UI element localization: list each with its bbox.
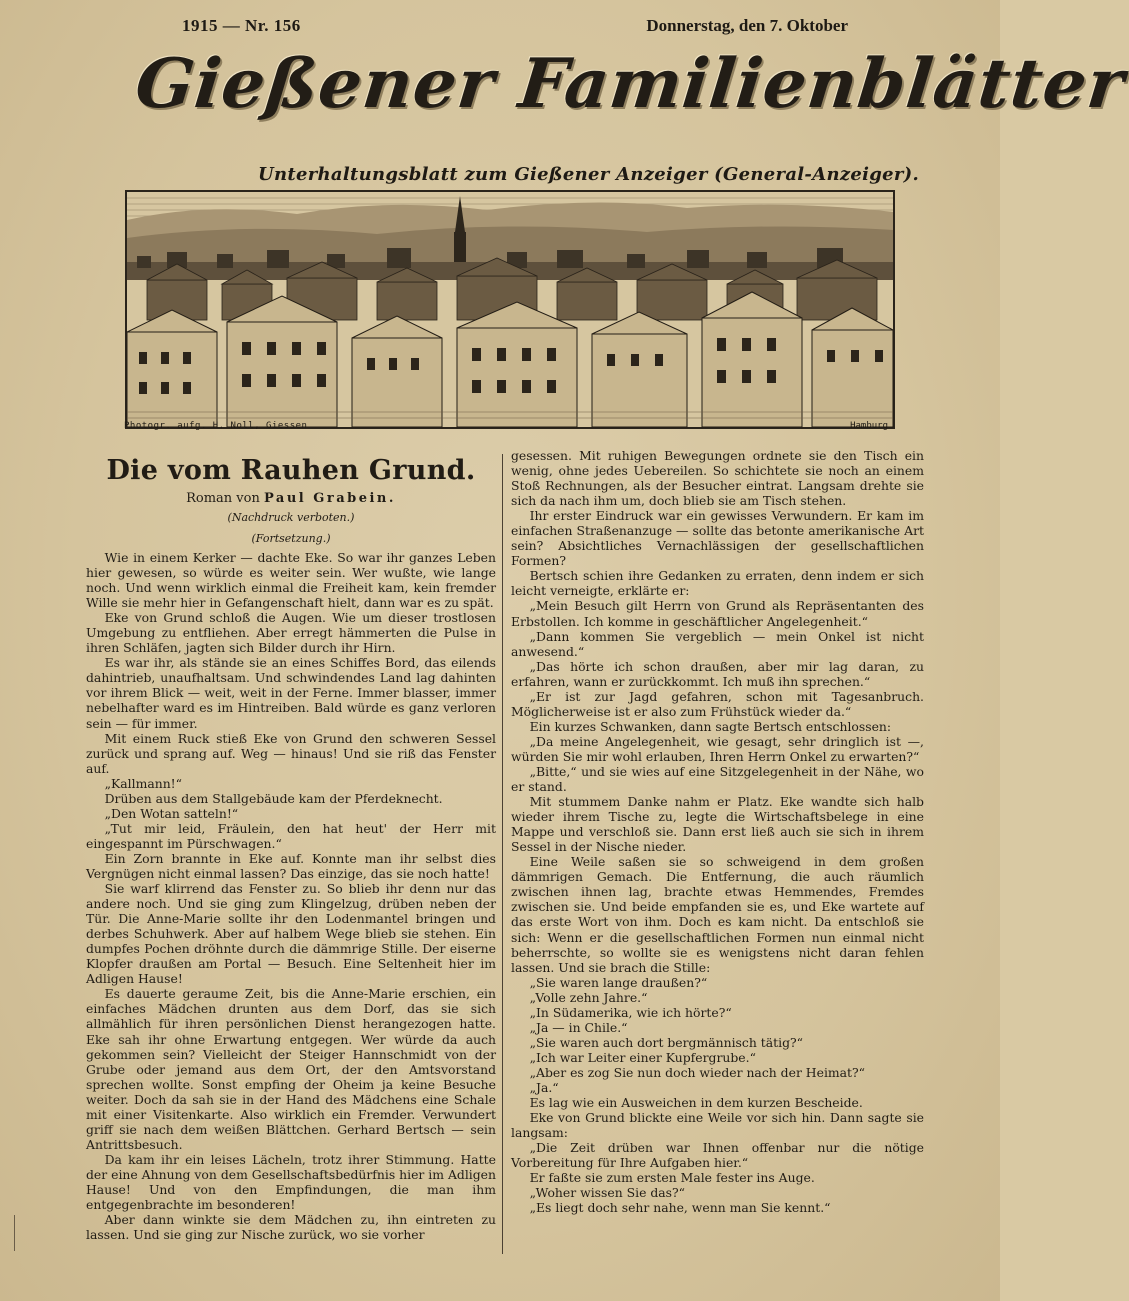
engraver-credit: Hamburg xyxy=(850,421,888,431)
city-illustration xyxy=(125,190,895,429)
paragraph: Bertsch schien ihre Gedanken zu erraten, denn indem er sich leicht verneigte, erklärte er: xyxy=(511,568,924,599)
paragraph: Eke von Grund schloß die Augen. Wie um dieser trostlosen Umgebung zu entfliehen. Aber erregt hämmerten die Pulse in ihren Schläfen, jagten sich Bilder durch ihr Hirn. xyxy=(86,610,496,656)
paragraph: „Die Zeit drüben war Ihnen offenbar nur die nötige Vorbereitung für Ihre Aufgaben hier.“ xyxy=(511,1140,924,1171)
paragraph: Es war ihr, als stände sie an eines Schiffes Bord, das eilends dahintrieb, unaufhaltsam. Und schwindendes Land lag dahinten vor ihrem Blick — weit, weit in der Ferne. Immer blasser, immer nebelhafter ward es im Hintreiben. Bald würde es ganz verloren sein — für immer. xyxy=(86,655,496,731)
issue-number: 1915 — Nr. 156 xyxy=(182,16,301,35)
paragraph: „Ja — in Chile.“ xyxy=(529,1019,628,1035)
paragraph: Ein Zorn brannte in Eke auf. Konnte man ihr selbst dies Vergnügen nicht einmal lassen? Das einzige, das sie noch hatte! xyxy=(86,850,496,881)
paragraph: „Woher wissen Sie das?“ xyxy=(529,1185,686,1201)
column-divider xyxy=(502,454,503,1254)
paragraph: Drüben aus dem Stallgebäude kam der Pferdeknecht. xyxy=(104,790,443,806)
paragraph: „Er ist zur Jagd gefahren, schon mit Tagesanbruch. Möglicherweise ist er also zum Frühstück wieder da.“ xyxy=(511,688,924,719)
continuation-note: (Fortsetzung.) xyxy=(251,532,331,545)
article-column-right xyxy=(511,448,924,1215)
paragraph: „Aber es zog Sie nun doch wieder nach der Heimat?“ xyxy=(529,1064,866,1080)
paragraph: Es lag wie ein Ausweichen in dem kurzen Bescheide. xyxy=(529,1095,863,1111)
photo-credit: Photogr. aufg. H. Noll, Giessen xyxy=(124,421,308,431)
margin-mark xyxy=(14,1215,15,1251)
paragraph: Er faßte sie zum ersten Male fester ins Auge. xyxy=(529,1170,815,1186)
paragraph: Es dauerte geraume Zeit, bis die Anne-Marie erschien, ein einfaches Mädchen drunten aus dem Dorf, das sie sich allmählich für ihren persönlichen Dienst herangezogen hatte. Eke sah ihr ohne Erwartung entgegen. Wer würde da auch gekommen sein? Vielleicht der Steiger Hannschmidt von der Grube oder jemand aus dem Ort, der den Amtsvorstand sprechen wollte. Sonst empfing der Oheim ja keine Besuche weiter. Doch da sah sie in der Hand des Mädchens eine Schale mit einer Visitenkarte. Also wirklich ein Fremder. Verwundert griff sie nach dem weißen Blättchen. Gerhard Bertsch — sein Antrittsbesuch. xyxy=(86,986,496,1152)
paragraph: „Da meine Angelegenheit, wie gesagt, sehr dringlich ist —, würden Sie mir wohl erlauben, Ihren Herrn Onkel zu erwarten?“ xyxy=(511,733,924,764)
paragraph: „In Südamerika, wie ich hörte?“ xyxy=(529,1004,732,1020)
paragraph: „Mein Besuch gilt Herrn von Grund als Repräsentanten des Erbstollen. Ich komme in geschäftlicher Angelegenheit.“ xyxy=(511,598,924,629)
paragraph: „Tut mir leid, Fräulein, den hat heut' der Herr mit eingespannt im Pürschwagen.“ xyxy=(86,820,496,851)
paragraph: Eine Weile saßen sie so schweigend in dem großen dämmrigen Gemach. Die Entfernung, die auch räumlich zwischen ihnen lag, brachte etwas Hemmendes, Fremdes zwischen sie. Und beide empfanden sie es, und Eke wartete auf das erste Wort von ihm. Doch es kam nicht. Da entschloß sie sich: Wenn er die gesellschaftlichen Formen nun einmal nicht beherrschte, so wollte sie es wenigstens nicht daran fehlen lassen. Und sie brach die Stille: xyxy=(511,854,924,975)
paragraph: „Ich war Leiter einer Kupfergrube.“ xyxy=(529,1049,756,1065)
paragraph: Mit stummem Danke nahm er Platz. Eke wandte sich halb wieder ihrem Tische zu, legte die Wirtschaftsbelege in eine Mappe und verschloß sie. Dann erst ließ auch sie sich in ihrem Sessel in der Nische nieder. xyxy=(511,794,924,855)
paragraph: Eke von Grund blickte eine Weile vor sich hin. Dann sagte sie langsam: xyxy=(511,1110,924,1141)
article-title: Die vom Rauhen Grund. xyxy=(106,455,476,486)
paragraph: „Bitte,“ und sie wies auf eine Sitzgelegenheit in der Nähe, wo er stand. xyxy=(511,763,924,795)
issue-date: Donnerstag, den 7. Oktober xyxy=(646,16,848,35)
paragraph: Wie in einem Kerker — dachte Eke. So war ihr ganzes Leben hier gewesen, so würde es weiter sein. Wer wußte, wie lange noch. Und wenn wirklich einmal die Freiheit kam, kein fremder Wille sie mehr hier in Gefangenschaft hielt, dann war es zu spät. xyxy=(86,550,496,611)
paragraph: „Volle zehn Jahre.“ xyxy=(529,989,648,1005)
paragraph: „Das hörte ich schon draußen, aber mir lag daran, zu erfahren, wann er zurückkommt. Ich muß ihn sprechen.“ xyxy=(511,658,924,689)
author-name: Paul Grabein. xyxy=(263,491,396,506)
paragraph: Da kam ihr ein leises Lächeln, trotz ihrer Stimmung. Hatte der eine Ahnung von dem Gesellschaftsbedürfnis hier im Adligen Hause! Und von den Empfindungen, die man ihm entgegenbrachte im besonderen! xyxy=(86,1151,496,1213)
article-byline xyxy=(86,490,496,508)
paragraph: „Ja.“ xyxy=(529,1079,559,1095)
paragraph: Ihr erster Eindruck war ein gewisses Verwundern. Er kam im einfachen Straßenanzuge — sollte das betonte amerikanische Art sein? Absichtliches Vernachlässigen der gesellschaftlichen Formen? xyxy=(511,508,924,569)
paragraph: „Sie waren lange draußen?“ xyxy=(529,974,708,990)
paragraph: „Sie waren auch dort bergmännisch tätig?“ xyxy=(529,1034,803,1050)
paragraph: „Es liegt doch sehr nahe, wenn man Sie kennt.“ xyxy=(529,1200,831,1216)
reprint-note: (Nachdruck verboten.) xyxy=(227,511,355,524)
paragraph: „Den Wotan satteln!“ xyxy=(104,805,239,821)
masthead-subtitle: Unterhaltungsblatt zum Gießener Anzeiger (General-Anzeiger). xyxy=(258,164,920,185)
paragraph: gesessen. Mit ruhigen Bewegungen ordnete sie den Tisch ein wenig, ohne jedes Uebereilen. So schichtete sie noch an einem Stoß Rechnungen, als der Besucher eintrat. Langsam drehte sie sich da nach ihm um, doch blieb sie am Tisch stehen. xyxy=(511,448,924,509)
byline-prefix: Roman von xyxy=(186,491,260,506)
article-column-left xyxy=(86,448,496,1242)
paragraph: Mit einem Ruck stieß Eke von Grund den schweren Sessel zurück und sprang auf. Weg — hinaus! Und sie riß das Fenster auf. xyxy=(86,730,496,776)
paragraph: „Kallmann!“ xyxy=(104,775,182,791)
paragraph: Aber dann winkte sie dem Mädchen zu, ihn eintreten zu lassen. Und sie ging zur Nische zurück, wo sie vorher xyxy=(86,1212,496,1243)
paragraph: Ein kurzes Schwanken, dann sagte Bertsch entschlossen: xyxy=(529,718,892,734)
paragraph: Sie warf klirrend das Fenster zu. So blieb ihr denn nur das andere noch. Und sie ging zum Klingelzug, drüben neben der Tür. Die Anne-Marie sollte ihr den Lodenmantel bringen und derbes Schuhwerk. Aber auf halbem Wege blieb sie stehen. Ein dumpfes Pochen dröhnte durch die dämmrige Stille. Der eiserne Klopfer draußen am Portal — Besuch. Eine Seltenheit hier im Adligen Hause! xyxy=(86,881,496,987)
masthead-title: Gießener Familienblätter xyxy=(131,44,1129,124)
paragraph: „Dann kommen Sie vergeblich — mein Onkel ist nicht anwesend.“ xyxy=(511,628,924,659)
